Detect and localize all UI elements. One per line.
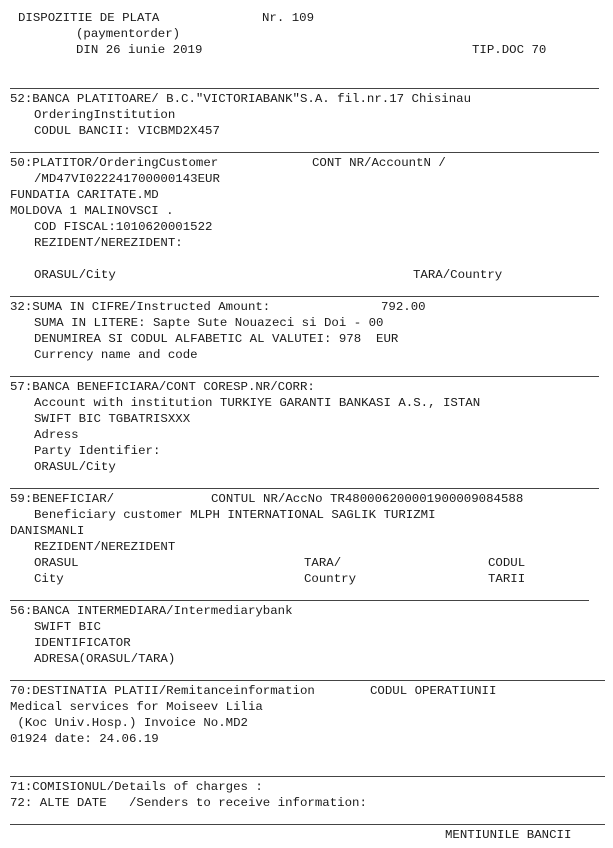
remittance-line-1: Medical services for Moiseev Lilia [10, 700, 263, 714]
beneficiary-country-code-label-2: TARII [488, 572, 526, 586]
city-label: ORASUL/City [34, 268, 116, 282]
beneficiary-city-label-en: City [34, 572, 64, 586]
divider [10, 776, 605, 777]
instructed-amount-value: 792.00 [381, 300, 426, 314]
beneficiary-country-label: TARA/ [304, 556, 342, 570]
intermediary-swift: SWIFT BIC [34, 620, 101, 634]
beneficiary-label: 59:BENEFICIAR/ [10, 492, 115, 506]
other-data: 72: ALTE DATE /Senders to receive information: [10, 796, 367, 810]
ordering-customer-address: MOLDOVA 1 MALINOVSCI . [10, 204, 174, 218]
beneficiary-country-code-label: CODUL [488, 556, 526, 570]
divider [10, 296, 599, 297]
ordering-customer-name: FUNDATIA CARITATE.MD [10, 188, 159, 202]
currency-name-label: Currency name and code [34, 348, 198, 362]
divider [10, 824, 605, 825]
document-number: Nr. 109 [262, 11, 315, 25]
intermediary-identifier: IDENTIFICATOR [34, 636, 131, 650]
beneficiary-resident-label: REZIDENT/NEREZIDENT [34, 540, 176, 554]
amount-in-words: SUMA IN LITERE: Sapte Sute Nouazeci si Doi - 00 [34, 316, 384, 330]
document-subtitle: (paymentorder) [76, 27, 181, 41]
bank-notes-label: MENTIUNILE BANCII [445, 828, 572, 842]
intermediary-address: ADRESA(ORASUL/TARA) [34, 652, 176, 666]
document-type: TIP.DOC 70 [472, 43, 547, 57]
divider [10, 680, 605, 681]
instructed-amount-label: 32:SUMA IN CIFRE/Instructed Amount: [10, 300, 271, 314]
divider [10, 88, 599, 89]
intermediary-bank-label: 56:BANCA INTERMEDIARA/Intermediarybank [10, 604, 293, 618]
operation-code-label: CODUL OPERATIUNII [370, 684, 497, 698]
party-identifier: Party Identifier: [34, 444, 161, 458]
remittance-line-2: (Koc Univ.Hosp.) Invoice No.MD2 [10, 716, 248, 730]
ordering-bank: 52:BANCA PLATITOARE/ B.C."VICTORIABANK"S.A. fil.nr.17 Chisinau [10, 92, 472, 106]
account-number-label: CONT NR/AccountN / [312, 156, 446, 170]
remittance-label: 70:DESTINATIA PLATII/Remitanceinformation [10, 684, 315, 698]
beneficiary-customer: Beneficiary customer MLPH INTERNATIONAL SAGLIK TURIZMI [34, 508, 436, 522]
beneficiary-customer-cont: DANISMANLI [10, 524, 85, 538]
beneficiary-bank-label: 57:BANCA BENEFICIARA/CONT CORESP.NR/CORR: [10, 380, 315, 394]
document-date: DIN 26 iunie 2019 [76, 43, 203, 57]
charges-details: 71:COMISIONUL/Details of charges : [10, 780, 263, 794]
beneficiary-city-label: ORASUL [34, 556, 79, 570]
beneficiary-bank-city: ORASUL/City [34, 460, 116, 474]
remittance-line-3: 01924 date: 24.06.19 [10, 732, 159, 746]
divider [10, 376, 599, 377]
resident-label: REZIDENT/NEREZIDENT: [34, 236, 183, 250]
divider [10, 152, 599, 153]
account-with-institution: Account with institution TURKIYE GARANTI BANKASI A.S., ISTAN [34, 396, 481, 410]
beneficiary-bank-swift: SWIFT BIC TGBATRISXXX [34, 412, 191, 426]
bank-code: CODUL BANCII: VICBMD2X457 [34, 124, 220, 138]
document-title: DISPOZITIE DE PLATA [18, 11, 160, 25]
fiscal-code: COD FISCAL:1010620001522 [34, 220, 213, 234]
divider [10, 488, 599, 489]
beneficiary-country-label-en: Country [304, 572, 357, 586]
divider [10, 600, 589, 601]
beneficiary-bank-address: Adress [34, 428, 79, 442]
currency-code: DENUMIREA SI CODUL ALFABETIC AL VALUTEI: 978 EUR [34, 332, 399, 346]
ordering-institution-label: OrderingInstitution [34, 108, 176, 122]
beneficiary-account: CONTUL NR/AccNo TR480006200001900009084588 [211, 492, 524, 506]
country-label: TARA/Country [413, 268, 503, 282]
ordering-account: /MD47VI022241700000143EUR [34, 172, 220, 186]
ordering-customer-label: 50:PLATITOR/OrderingCustomer [10, 156, 219, 170]
